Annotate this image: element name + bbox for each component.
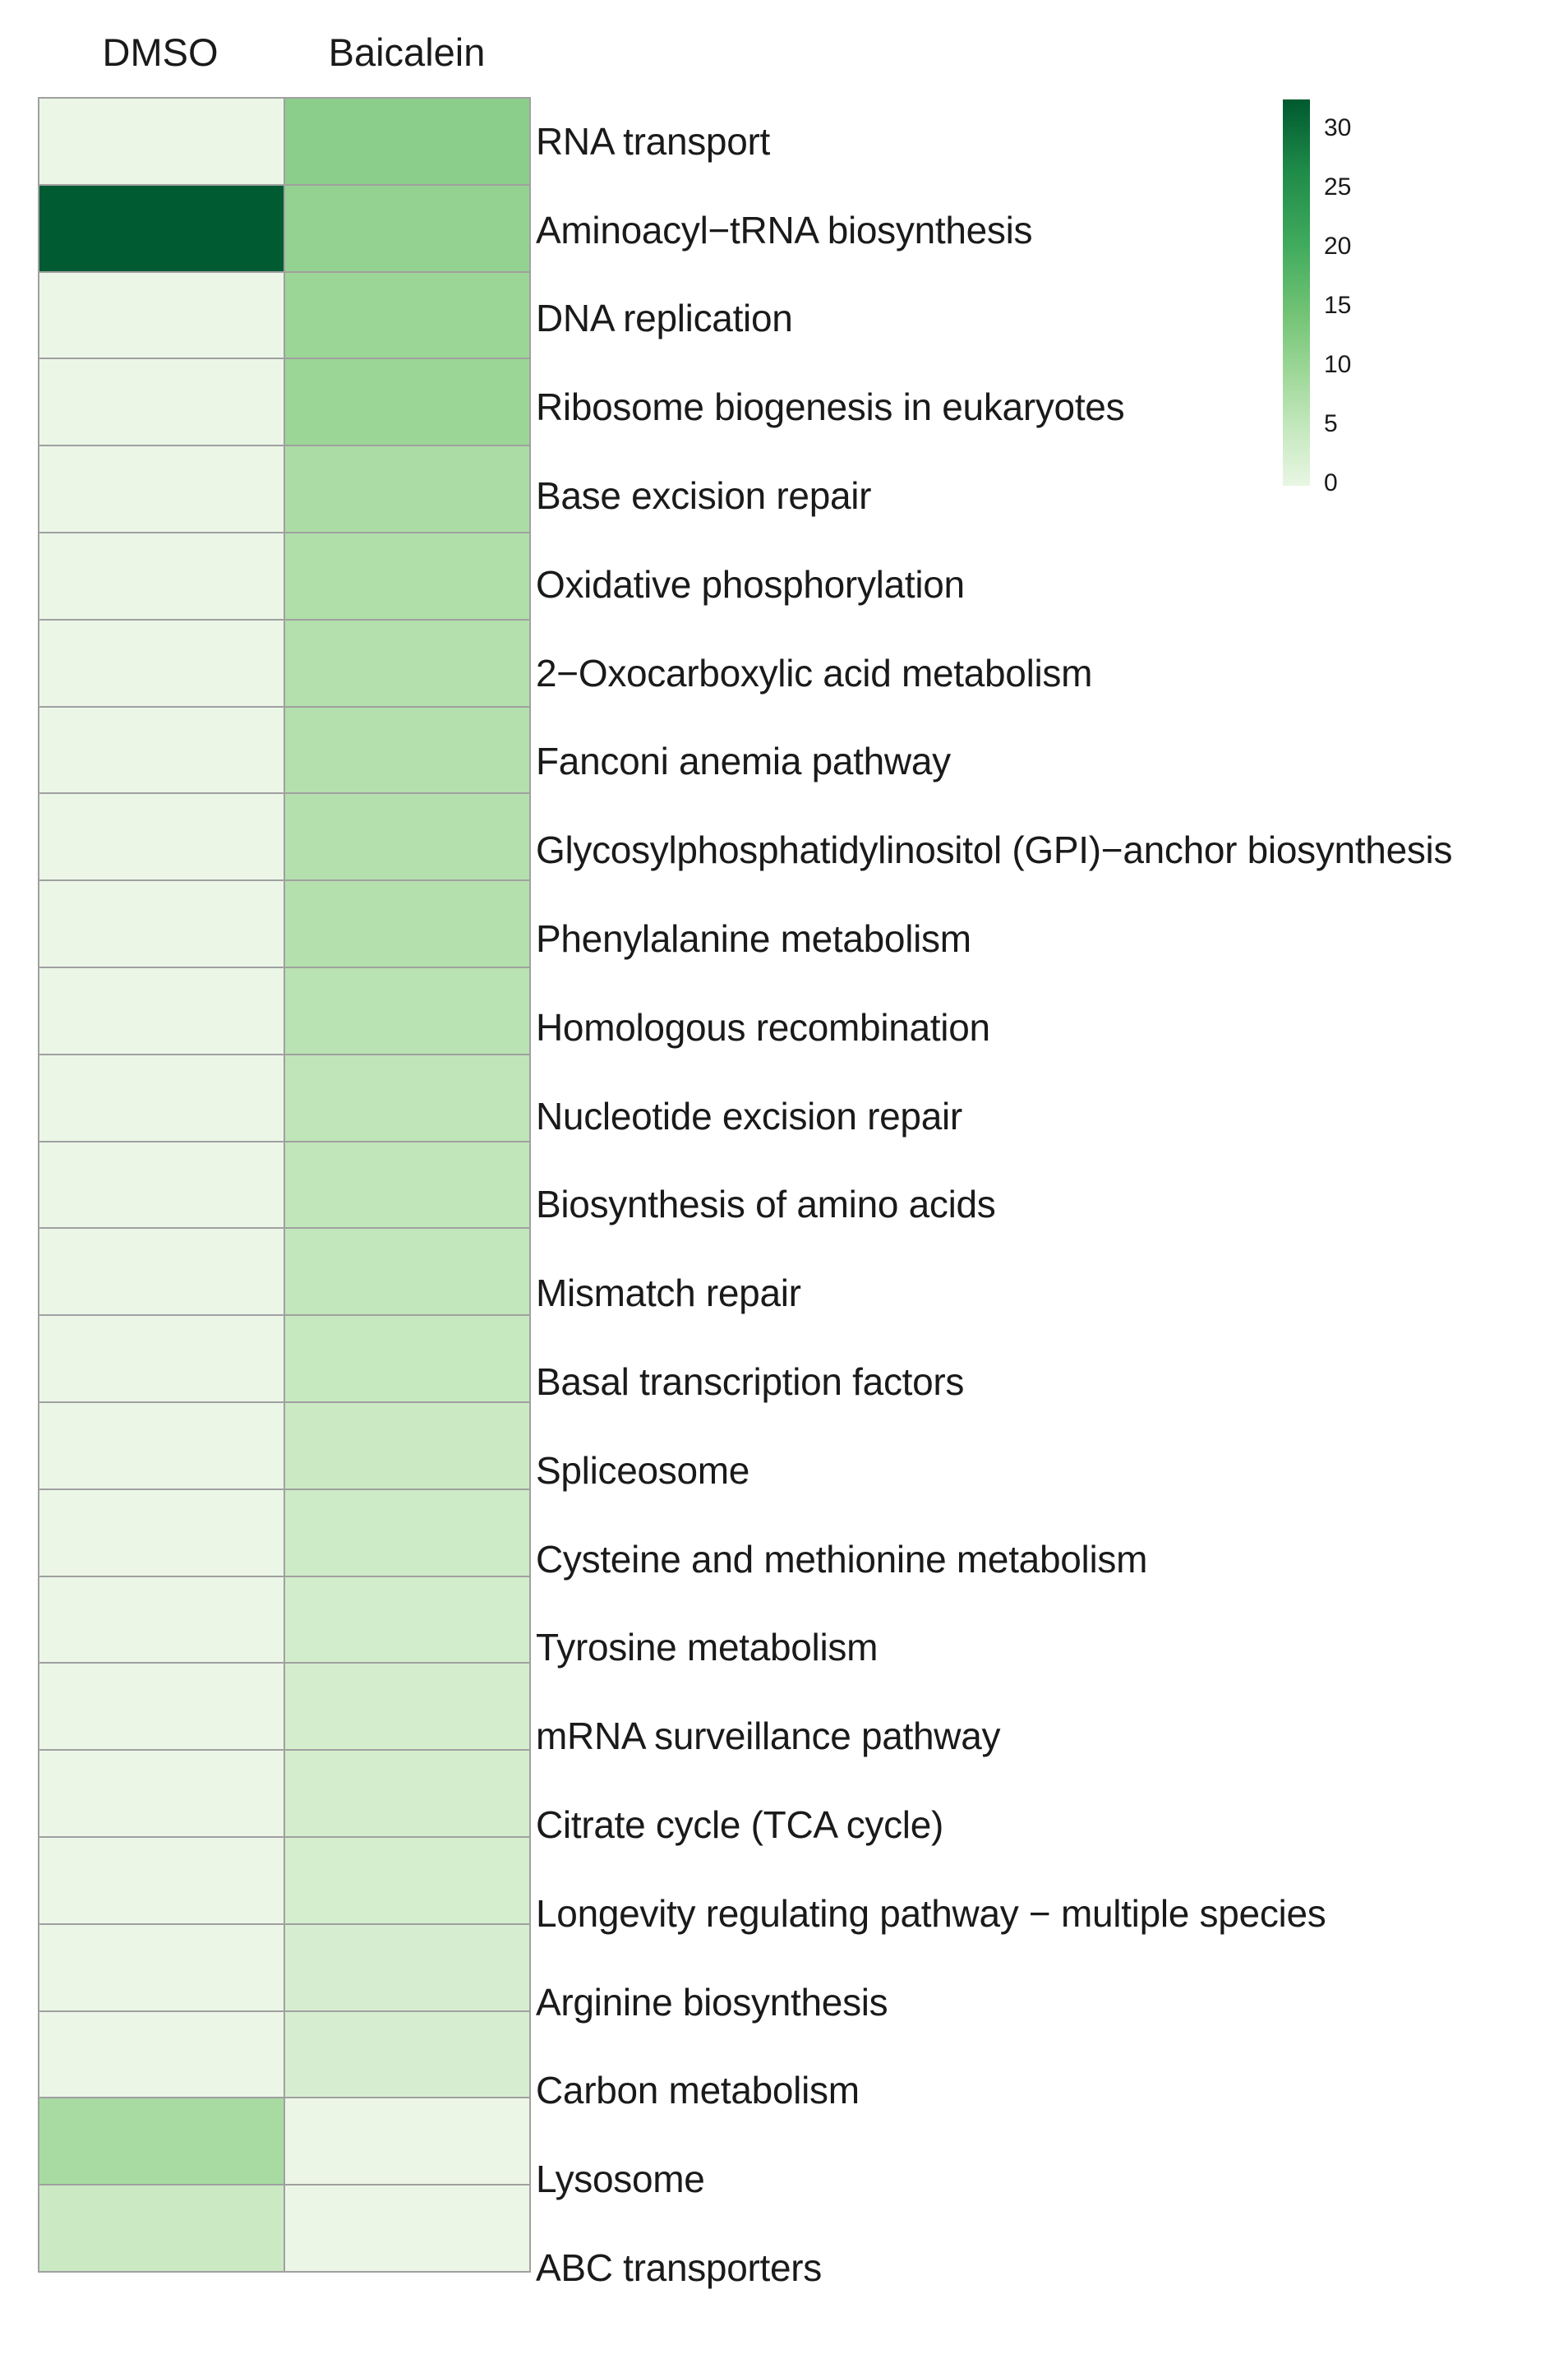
heatmap-cell-dmso <box>39 881 285 968</box>
heatmap-cell-dmso <box>39 1142 285 1230</box>
heatmap-cell-baicalein <box>285 99 531 186</box>
heatmap-cell-dmso <box>39 533 285 621</box>
heatmap-cell-baicalein <box>285 1664 531 1751</box>
heatmap-cell-dmso <box>39 1316 285 1403</box>
heatmap-cell-baicalein <box>285 186 531 273</box>
heatmap-cell-baicalein <box>285 1142 531 1230</box>
column-header-baicalein: Baicalein <box>328 30 486 74</box>
heatmap-cell-dmso <box>39 99 285 186</box>
heatmap-row <box>39 1490 531 1577</box>
heatmap-row <box>39 708 531 795</box>
legend-tick: 15 <box>1324 292 1352 319</box>
heatmap-row <box>39 1403 531 1490</box>
heatmap-cell-dmso <box>39 1055 285 1142</box>
heatmap-cell-baicalein <box>285 1577 531 1664</box>
row-label: Carbon metabolism <box>536 2069 860 2112</box>
heatmap-cell-baicalein <box>285 1403 531 1490</box>
heatmap-cell-baicalein <box>285 1490 531 1577</box>
row-label: Arginine biosynthesis <box>536 1980 888 2024</box>
heatmap-cell-baicalein <box>285 273 531 360</box>
heatmap-cell-dmso <box>39 1229 285 1316</box>
heatmap-cell-dmso <box>39 1751 285 1838</box>
heatmap-cell-dmso <box>39 968 285 1055</box>
heatmap-cell-baicalein <box>285 968 531 1055</box>
heatmap-row <box>39 2186 531 2273</box>
row-label: ABC transporters <box>536 2246 822 2290</box>
heatmap-row <box>39 1142 531 1230</box>
heatmap-cell-dmso <box>39 1490 285 1577</box>
heatmap-cell-baicalein <box>285 2098 531 2186</box>
heatmap-cell-dmso <box>39 2098 285 2186</box>
row-label: Lysosome <box>536 2158 705 2201</box>
heatmap-cell-dmso <box>39 446 285 533</box>
row-label: 2−Oxocarboxylic acid metabolism <box>536 651 1093 695</box>
row-label: mRNA surveillance pathway <box>536 1715 1001 1758</box>
heatmap-cell-dmso <box>39 2186 285 2273</box>
heatmap-row <box>39 1838 531 1925</box>
row-label: Nucleotide excision repair <box>536 1094 962 1138</box>
heatmap-cell-baicalein <box>285 2012 531 2099</box>
heatmap-cell-dmso <box>39 1838 285 1925</box>
column-header-dmso: DMSO <box>102 30 219 74</box>
heatmap-cell-baicalein <box>285 359 531 446</box>
row-label: Oxidative phosphorylation <box>536 562 965 606</box>
row-label: Base excision repair <box>536 474 872 518</box>
legend-tick: 10 <box>1324 351 1352 378</box>
heatmap-row <box>39 2098 531 2186</box>
heatmap-cell-dmso <box>39 794 285 881</box>
row-label: Tyrosine metabolism <box>536 1626 879 1669</box>
legend-tick: 20 <box>1324 233 1352 260</box>
row-label: Mismatch repair <box>536 1272 801 1315</box>
heatmap-row <box>39 1664 531 1751</box>
legend-tick: 30 <box>1324 114 1352 141</box>
row-label: Citrate cycle (TCA cycle) <box>536 1803 944 1847</box>
heatmap-cell-baicalein <box>285 533 531 621</box>
row-label: Biosynthesis of amino acids <box>536 1183 996 1226</box>
heatmap-row <box>39 359 531 446</box>
heatmap-row <box>39 968 531 1055</box>
row-label: Cysteine and methionine metabolism <box>536 1537 1148 1581</box>
heatmap-row <box>39 2012 531 2099</box>
row-label: Aminoacyl−tRNA biosynthesis <box>536 208 1033 252</box>
legend-tick: 0 <box>1324 469 1338 496</box>
heatmap-row <box>39 1577 531 1664</box>
heatmap-row <box>39 1925 531 2012</box>
row-label: Spliceosome <box>536 1448 750 1492</box>
heatmap-cell-baicalein <box>285 881 531 968</box>
heatmap-row <box>39 1316 531 1403</box>
heatmap-cell-dmso <box>39 1664 285 1751</box>
heatmap-row <box>39 881 531 968</box>
heatmap-row <box>39 1751 531 1838</box>
heatmap-cell-baicalein <box>285 1925 531 2012</box>
row-label: Basal transcription factors <box>536 1360 965 1404</box>
heatmap-row <box>39 794 531 881</box>
heatmap-row <box>39 1229 531 1316</box>
heatmap-cell-dmso <box>39 708 285 795</box>
heatmap-row <box>39 533 531 621</box>
legend-tick: 25 <box>1324 173 1352 201</box>
heatmap-cell-baicalein <box>285 621 531 708</box>
row-label: Ribosome biogenesis in eukaryotes <box>536 385 1125 429</box>
heatmap-cell-baicalein <box>285 1751 531 1838</box>
row-label: Glycosylphosphatidylinositol (GPI)−anchor biosynthesis <box>536 829 1453 872</box>
heatmap-cell-baicalein <box>285 2186 531 2273</box>
heatmap-cell-baicalein <box>285 446 531 533</box>
color-legend <box>1283 99 1352 496</box>
heatmap-row <box>39 446 531 533</box>
legend-tick: 5 <box>1324 410 1338 437</box>
row-label: RNA transport <box>536 119 770 163</box>
heatmap-cell-dmso <box>39 621 285 708</box>
row-labels <box>536 97 1452 2312</box>
heatmap-cell-dmso <box>39 1577 285 1664</box>
color-gradient-bar <box>1283 99 1310 486</box>
heatmap-row <box>39 273 531 360</box>
heatmap-row <box>39 621 531 708</box>
heatmap-row <box>39 99 531 186</box>
row-label: Phenylalanine metabolism <box>536 917 971 961</box>
row-label: DNA replication <box>536 297 793 340</box>
heatmap-cell-baicalein <box>285 794 531 881</box>
heatmap-row <box>39 1055 531 1142</box>
heatmap-cell-baicalein <box>285 1316 531 1403</box>
heatmap-cell-baicalein <box>285 1229 531 1316</box>
row-label: Homologous recombination <box>536 1005 990 1049</box>
heatmap-cell-dmso <box>39 359 285 446</box>
heatmap-cell-baicalein <box>285 1055 531 1142</box>
heatmap-cell-dmso <box>39 273 285 360</box>
heatmap-cell-baicalein <box>285 1838 531 1925</box>
heatmap-cell-baicalein <box>285 708 531 795</box>
heatmap-cell-dmso <box>39 1925 285 2012</box>
row-label: Longevity regulating pathway − multiple species <box>536 1891 1326 1935</box>
heatmap-cell-dmso <box>39 2012 285 2099</box>
heatmap-row <box>39 186 531 273</box>
heatmap-cell-dmso <box>39 186 285 273</box>
row-label: Fanconi anemia pathway <box>536 740 951 783</box>
heatmap-cell-dmso <box>39 1403 285 1490</box>
heatmap-grid <box>38 97 531 2273</box>
